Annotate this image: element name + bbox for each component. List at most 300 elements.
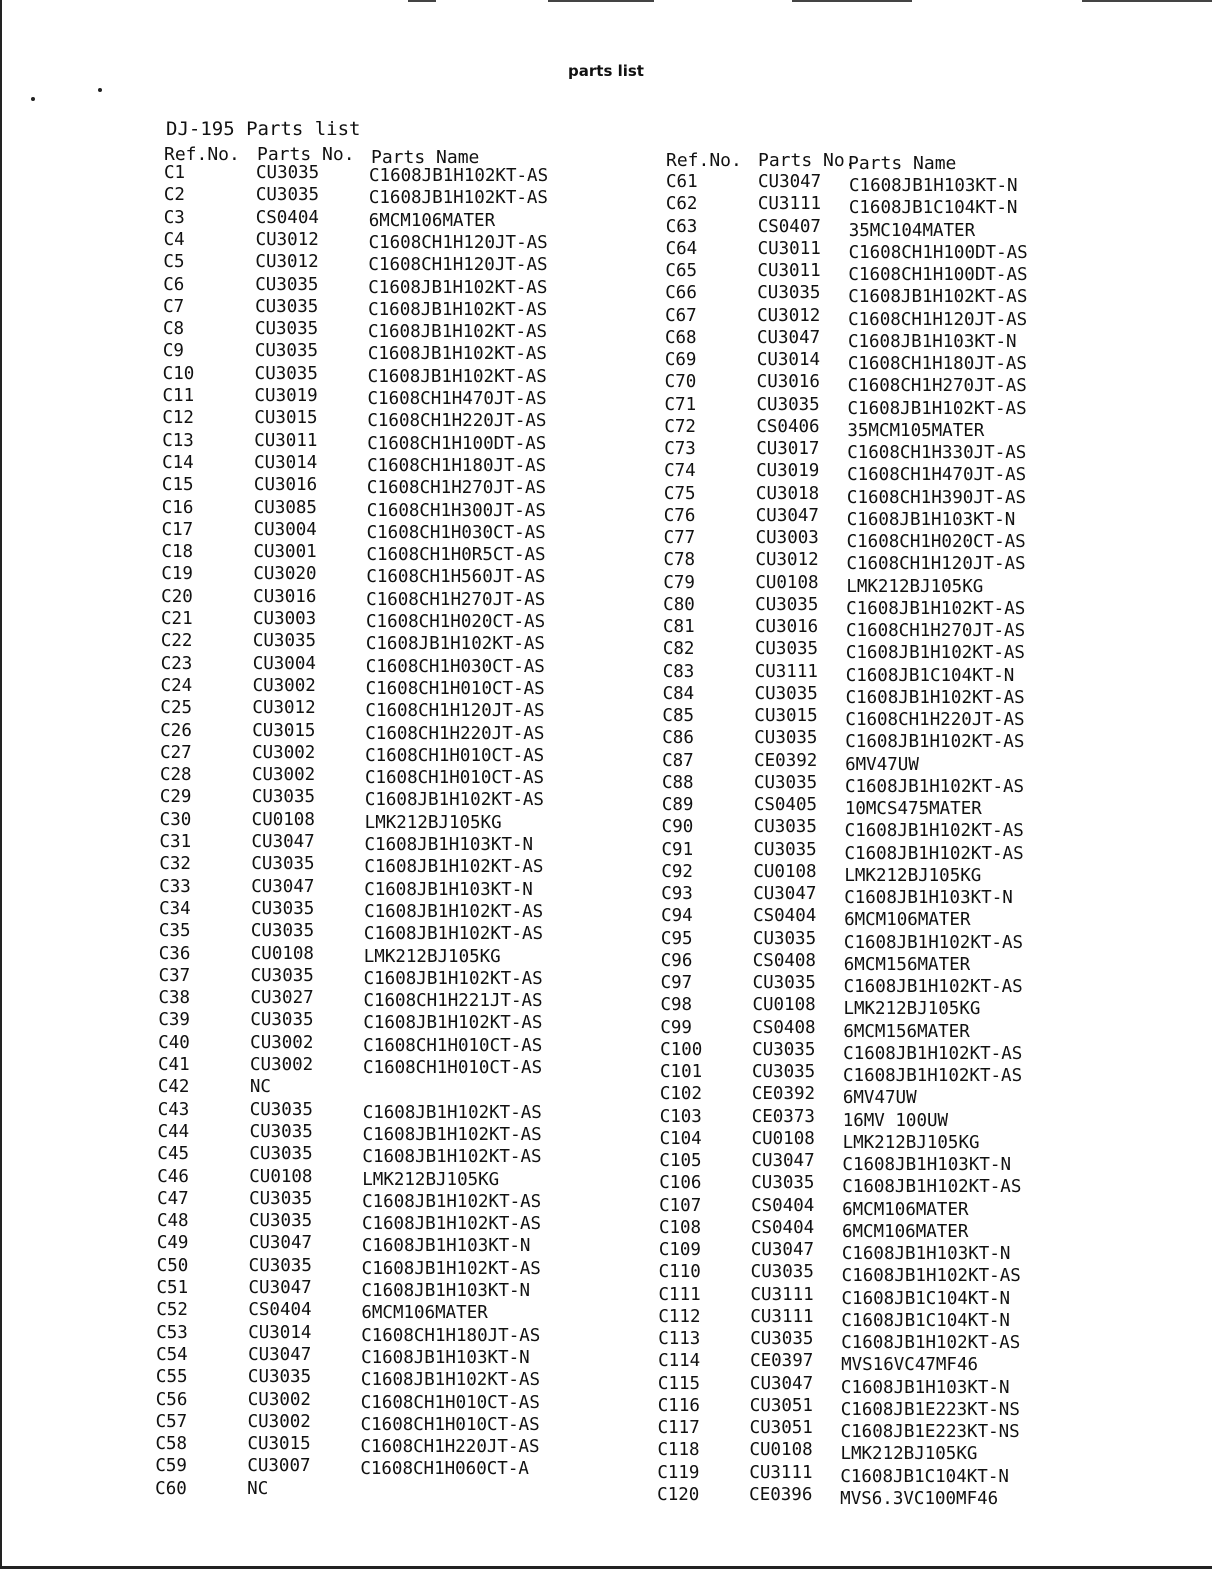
part-name: C1608JB1H103KT-N [364, 835, 534, 855]
part-no: CS0404 [750, 1217, 815, 1238]
part-name: C1608JB1H103KT-N [847, 331, 1017, 352]
part-no: CS0404 [255, 207, 319, 228]
part-no: CU3012 [255, 229, 319, 250]
part-name: C1608JB1H102KT-AS [362, 1191, 542, 1212]
part-no: CU3011 [254, 430, 318, 451]
ref-no: C75 [663, 483, 696, 504]
part-no: CU3035 [754, 639, 819, 660]
ref-no: C27 [160, 742, 192, 763]
ref-no: C30 [159, 809, 192, 830]
part-name: C1608JB1E223KT-NS [840, 1422, 1020, 1442]
part-name: C1608JB1H102KT-AS [848, 287, 1028, 308]
part-name: C1608JB1H103KT-N [842, 1155, 1011, 1175]
part-no: CU3002 [247, 1389, 311, 1410]
part-no: CU3047 [251, 832, 315, 852]
ref-no: C113 [658, 1329, 701, 1349]
part-name: 6MCM106MATER [361, 1303, 488, 1324]
part-name: C1608JB1H102KT-AS [362, 1102, 542, 1123]
ref-no: C37 [158, 965, 191, 986]
col-name-header: Parts Name [848, 153, 957, 174]
part-name: C1608JB1H103KT-N [849, 176, 1018, 196]
ref-no: C112 [658, 1306, 701, 1327]
part-no: CU0108 [751, 1128, 815, 1149]
ref-no: C70 [664, 372, 697, 393]
part-no: CU3035 [249, 1099, 313, 1120]
ref-no: C98 [660, 995, 693, 1016]
part-no: CU3047 [758, 172, 822, 192]
part-no: CS0404 [248, 1300, 312, 1321]
part-no: CU3047 [756, 327, 821, 348]
ref-no: C118 [657, 1440, 700, 1461]
ref-no: C77 [663, 528, 696, 548]
ref-no: C3 [163, 207, 185, 228]
part-no: CS0408 [752, 950, 816, 971]
ref-no: C10 [162, 363, 195, 384]
ref-no: C111 [658, 1284, 701, 1305]
ref-no: C40 [158, 1032, 190, 1053]
part-no: CU3002 [252, 742, 316, 763]
part-no: CU3035 [757, 283, 821, 304]
part-name: C1608CH1H020CT-AS [366, 612, 546, 632]
part-no: CU3051 [749, 1395, 813, 1416]
part-no: CU0108 [753, 861, 817, 882]
ref-no: C76 [663, 505, 696, 526]
part-name: C1608CH1H010CT-AS [365, 678, 545, 699]
ref-no: C89 [661, 795, 694, 815]
ref-no: C45 [157, 1144, 190, 1165]
part-name: C1608JB1H102KT-AS [843, 977, 1023, 997]
part-name: MVS16VC47MF46 [841, 1355, 979, 1376]
ref-no: C83 [662, 661, 695, 682]
part-no: CS0408 [752, 1017, 816, 1038]
part-no: CU0108 [755, 572, 819, 593]
ref-no: C38 [158, 988, 191, 1009]
part-name: LMK212BJ105KG [842, 1132, 980, 1153]
part-name: C1608JB1H102KT-AS [843, 1043, 1023, 1064]
ref-no: C57 [155, 1411, 188, 1432]
part-name: MVS6.3VC100MF46 [840, 1488, 999, 1509]
part-no: CS0404 [751, 1195, 815, 1216]
part-no: CU3035 [756, 394, 820, 415]
ref-no: C94 [661, 906, 693, 927]
ref-no: C88 [661, 772, 694, 793]
ref-no: C9 [162, 341, 184, 362]
part-no: CU3111 [750, 1284, 814, 1305]
part-no: CU3015 [254, 408, 318, 429]
part-no: CU3035 [255, 296, 319, 317]
ref-no: C119 [657, 1462, 700, 1483]
part-name: C1608JB1H103KT-N [361, 1281, 531, 1301]
part-no: CU3002 [252, 675, 316, 696]
part-name: C1608JB1C104KT-N [845, 665, 1015, 686]
ref-no: C97 [660, 973, 693, 993]
part-no: CU3047 [750, 1240, 815, 1260]
ref-no: C73 [664, 439, 696, 459]
ref-no: C13 [162, 430, 194, 451]
ref-no: C56 [155, 1389, 188, 1410]
part-no: CU0108 [752, 995, 816, 1016]
part-name: C1608JB1H103KT-N [846, 509, 1016, 530]
part-no: CU3015 [754, 706, 818, 726]
part-name: 35MCM105MATER [847, 420, 985, 441]
part-name: C1608CH1H030CT-AS [366, 522, 546, 543]
part-name: C1608CH1H220JT-AS [360, 1437, 540, 1458]
part-no: CS0407 [757, 216, 821, 237]
part-name: 35MC104MATER [848, 220, 976, 241]
part-name: C1608CH1H390JT-AS [846, 487, 1027, 508]
part-name: C1608JB1H102KT-AS [841, 1266, 1021, 1287]
part-no: CU3035 [248, 1255, 312, 1276]
ref-no: C43 [157, 1099, 190, 1120]
part-no: CU3035 [254, 319, 319, 340]
part-no: CU3035 [251, 854, 315, 875]
part-no: NC [247, 1478, 269, 1499]
part-name: C1608CH1H180JT-AS [847, 354, 1027, 374]
part-no: CU3035 [751, 1173, 815, 1194]
ref-no: C95 [660, 928, 693, 949]
part-no: CU3035 [249, 1121, 313, 1142]
part-name: C1608CH1H010CT-AS [360, 1392, 540, 1413]
part-no: CU3047 [248, 1233, 313, 1254]
part-name: C1608JB1H103KT-N [844, 888, 1013, 908]
ref-no: C29 [159, 787, 192, 808]
part-name: C1608CH1H300JT-AS [366, 500, 546, 521]
part-no: CU3019 [756, 461, 820, 482]
top-rule [792, 0, 912, 2]
part-no: CU3020 [253, 564, 317, 585]
part-name: C1608CH1H010CT-AS [363, 1058, 543, 1078]
part-no: CU3012 [755, 550, 819, 571]
ref-no: C54 [156, 1344, 188, 1365]
ref-no: C87 [662, 750, 694, 771]
part-name: C1608JB1H103KT-N [364, 879, 533, 900]
part-name: C1608JB1H102KT-AS [367, 366, 547, 387]
ref-no: C24 [160, 675, 193, 696]
part-no: CS0404 [753, 906, 817, 927]
part-no: CU3047 [248, 1278, 312, 1298]
ref-no: C66 [665, 283, 697, 304]
ref-no: C33 [159, 876, 191, 897]
part-no: CU3035 [753, 839, 817, 860]
top-rule [1082, 0, 1212, 2]
part-name: C1608JB1H102KT-AS [846, 598, 1026, 619]
part-name: C1608JB1H102KT-AS [364, 857, 544, 878]
part-no: CU3035 [754, 728, 818, 749]
ref-no: C16 [161, 497, 194, 518]
part-name: LMK212BJ105KG [844, 865, 982, 886]
col-ref-header: Ref.No. [164, 144, 240, 165]
part-name: C1608CH1H120JT-AS [368, 255, 548, 276]
col-ref-header: Ref.No. [666, 150, 742, 171]
part-name: C1608JB1H102KT-AS [368, 299, 548, 320]
ref-no: C84 [662, 683, 695, 704]
part-name: C1608CH1H120JT-AS [848, 309, 1028, 330]
ref-no: C114 [658, 1351, 701, 1372]
ref-no: C18 [161, 542, 194, 563]
part-name: C1608CH1H120JT-AS [368, 232, 548, 253]
ref-no: C105 [659, 1151, 702, 1171]
part-name: C1608JB1H103KT-N [840, 1377, 1010, 1398]
part-no: CU3035 [250, 921, 315, 942]
ref-no: C63 [665, 216, 698, 237]
part-name: C1608CH1H010CT-AS [365, 745, 545, 766]
part-name: C1608CH1H470JT-AS [847, 465, 1027, 486]
part-name: C1608CH1H100DT-AS [367, 433, 547, 454]
part-no: CU3111 [750, 1306, 814, 1327]
ref-no: C8 [162, 319, 185, 340]
ref-no: C53 [156, 1322, 188, 1343]
ref-no: C107 [659, 1195, 702, 1216]
part-no: CU3035 [250, 1010, 314, 1031]
part-no: CU3017 [756, 439, 820, 459]
part-no: CU3002 [247, 1411, 311, 1432]
part-name: LMK212BJ105KG [840, 1444, 978, 1465]
ref-no: C41 [158, 1055, 190, 1075]
ref-no: C50 [156, 1255, 189, 1276]
part-name: LMK212BJ105KG [362, 1169, 500, 1190]
part-no: CU3047 [751, 1151, 815, 1171]
ref-no: C90 [661, 817, 694, 838]
ref-no: C46 [157, 1166, 189, 1187]
part-no: CU3035 [255, 274, 319, 295]
part-name: C1608JB1H102KT-AS [362, 1124, 542, 1145]
part-no: CU3035 [250, 965, 314, 986]
part-no: CU3047 [251, 876, 315, 897]
part-name: C1608JB1E223KT-NS [840, 1399, 1020, 1420]
top-rule [548, 0, 654, 2]
ref-no: C115 [657, 1373, 701, 1394]
col-name-header: Parts Name [371, 147, 480, 168]
ref-no: C79 [663, 572, 695, 593]
part-name: C1608JB1H102KT-AS [841, 1333, 1021, 1353]
ref-no: C44 [157, 1121, 190, 1142]
ref-no: C48 [156, 1211, 189, 1232]
part-no: CU3015 [252, 720, 316, 741]
part-name: C1608CH1H0R5CT-AS [366, 545, 546, 566]
ref-no: C39 [158, 1010, 190, 1031]
part-name: 16MV 100UW [842, 1110, 949, 1131]
part-no: CU0108 [250, 943, 314, 964]
ref-no: C60 [155, 1478, 187, 1499]
part-no: CU3035 [752, 973, 816, 993]
part-no: CU3035 [255, 185, 320, 206]
ref-no: C78 [663, 550, 696, 571]
ref-no: C23 [160, 653, 193, 674]
part-no: CU3035 [249, 1188, 313, 1209]
part-name: C1608JB1H102KT-AS [368, 277, 548, 298]
ref-no: C52 [156, 1300, 188, 1321]
ref-no: C103 [659, 1106, 702, 1127]
ref-no: C12 [162, 408, 194, 429]
part-name: 6MCM106MATER [841, 1221, 969, 1242]
part-no: CU3035 [753, 817, 817, 838]
part-no: CU0108 [749, 1440, 813, 1461]
ref-no: C86 [662, 728, 694, 749]
part-name: C1608CH1H180JT-AS [367, 455, 547, 476]
part-name: C1608JB1C104KT-N [840, 1466, 1009, 1487]
part-no: CU3035 [752, 1039, 816, 1060]
part-no: CU3014 [248, 1322, 312, 1343]
part-name: C1608CH1H221JT-AS [363, 991, 543, 1012]
part-name: C1608JB1H102KT-AS [847, 398, 1027, 419]
part-name: C1608CH1H270JT-AS [847, 376, 1027, 397]
ref-no: C68 [664, 327, 697, 348]
ref-no: C64 [665, 238, 698, 259]
part-no: CU3035 [254, 363, 318, 384]
ref-no: C120 [657, 1484, 700, 1505]
ref-no: C55 [155, 1367, 188, 1388]
col-part-header: Parts No. [257, 144, 355, 165]
part-name: C1608JB1H102KT-AS [845, 643, 1025, 664]
ref-no: C11 [162, 386, 195, 406]
part-no: CE0396 [749, 1484, 813, 1505]
part-no: CU3047 [753, 884, 817, 904]
part-name: C1608JB1H103KT-N [841, 1244, 1011, 1264]
part-no: CU3035 [252, 631, 317, 652]
part-name: C1608JB1H102KT-AS [361, 1214, 542, 1235]
part-name: C1608JB1H103KT-N [361, 1347, 530, 1368]
part-name: LMK212BJ105KG [846, 576, 984, 597]
part-name: C1608CH1H030CT-AS [365, 656, 545, 677]
ref-no: C99 [660, 1017, 692, 1038]
part-no: NC [249, 1077, 271, 1098]
ref-no: C51 [156, 1278, 189, 1298]
ref-no: C32 [159, 854, 191, 875]
ref-no: C104 [659, 1128, 702, 1149]
ref-no: C109 [658, 1240, 701, 1260]
ref-no: C35 [158, 921, 191, 942]
part-no: CU3016 [253, 475, 318, 496]
part-name: C1608JB1H102KT-AS [845, 687, 1025, 708]
ref-no: C20 [161, 586, 193, 607]
part-no: CU3004 [252, 653, 316, 674]
ref-no: C36 [158, 943, 191, 964]
part-name: C1608JB1H102KT-AS [843, 932, 1024, 953]
part-no: CU3016 [756, 372, 820, 393]
part-name: C1608JB1H102KT-AS [842, 1177, 1022, 1198]
part-name: C1608CH1H120JT-AS [846, 554, 1026, 575]
scan-dot [31, 97, 35, 101]
col-part-header: Parts No. [758, 150, 856, 171]
page-frame-left [0, 0, 2, 1568]
part-no: CU3035 [753, 772, 818, 793]
ref-no: C100 [660, 1039, 703, 1060]
part-no: CU3035 [251, 898, 315, 919]
ref-no: C42 [157, 1077, 190, 1098]
top-rule [408, 0, 436, 2]
ref-no: C92 [661, 861, 693, 882]
part-no: CU3004 [253, 519, 317, 540]
part-no: CU3035 [247, 1367, 312, 1388]
part-name: C1608CH1H270JT-AS [366, 478, 547, 499]
part-name: C1608JB1H102KT-AS [365, 634, 545, 655]
ref-no: C14 [162, 452, 194, 473]
part-name: C1608CH1H010CT-AS [364, 768, 545, 789]
ref-no: C6 [163, 274, 185, 295]
part-no: CU3016 [755, 617, 819, 637]
ref-no: C96 [660, 950, 693, 971]
part-no: CU3035 [752, 1062, 816, 1082]
part-no: CU3012 [255, 252, 319, 273]
ref-no: C34 [159, 898, 191, 919]
ref-no: C61 [666, 172, 698, 192]
part-name: C1608CH1H020CT-AS [846, 532, 1026, 552]
ref-no: C82 [662, 639, 695, 660]
part-name: C1608CH1H120JT-AS [365, 701, 545, 722]
part-name: C1608JB1H102KT-AS [369, 166, 549, 186]
part-name: C1608CH1H560JT-AS [366, 567, 546, 588]
ref-no: C4 [163, 229, 185, 250]
part-no: CU3085 [253, 497, 317, 518]
part-name: C1608JB1H102KT-AS [844, 843, 1024, 864]
ref-no: C28 [159, 765, 192, 786]
ref-no: C59 [155, 1456, 187, 1477]
part-name: C1608JB1H102KT-AS [367, 344, 547, 365]
part-no: CE0397 [750, 1351, 814, 1372]
part-name: C1608JB1C104KT-N [848, 198, 1018, 219]
ref-no: C5 [163, 252, 185, 273]
ref-no: C110 [658, 1262, 701, 1283]
scan-dot [98, 88, 102, 92]
part-no: CU3035 [752, 928, 817, 949]
parts-table-right [657, 150, 1046, 1521]
page-frame-bottom [0, 1566, 1212, 1569]
part-no: CU3047 [755, 505, 819, 526]
part-no: CU3011 [757, 238, 821, 259]
part-name: C1608JB1H102KT-AS [364, 790, 544, 811]
part-no: CU0108 [249, 1166, 313, 1187]
part-no: CE0392 [751, 1084, 816, 1105]
part-name: 6MCM156MATER [843, 954, 971, 975]
part-name: C1608JB1H102KT-AS [361, 1258, 541, 1279]
part-no: CS0405 [753, 795, 818, 815]
part-name: LMK212BJ105KG [843, 999, 981, 1020]
part-name: C1608JB1H102KT-AS [844, 776, 1025, 797]
ref-no: C26 [160, 720, 192, 741]
part-no: CU3035 [750, 1262, 814, 1283]
part-no: CU3014 [756, 350, 821, 370]
part-name: 10MCS475MATER [844, 799, 982, 819]
part-name: C1608JB1H102KT-AS [363, 968, 543, 989]
ref-no: C102 [659, 1084, 703, 1105]
part-name: C1608JB1H102KT-AS [845, 732, 1025, 753]
part-name: C1608CH1H060CT-A [360, 1459, 529, 1480]
part-no: CU3027 [250, 988, 314, 1009]
part-name: C1608CH1H470JT-AS [367, 389, 547, 409]
part-name: 6MCM106MATER [842, 1199, 969, 1220]
ref-no: C117 [657, 1418, 700, 1438]
ref-no: C69 [664, 350, 697, 370]
part-name: C1608CH1H010CT-AS [363, 1035, 543, 1056]
part-name: C1608JB1H102KT-AS [362, 1147, 542, 1168]
part-no: CU3047 [749, 1373, 814, 1394]
part-no: CE0392 [754, 750, 818, 771]
ref-no: C81 [663, 617, 695, 637]
part-name: C1608CH1H180JT-AS [361, 1325, 541, 1346]
part-name: C1608JB1H102KT-AS [844, 821, 1024, 842]
parts-table-left [155, 144, 564, 1505]
part-no: CU3002 [250, 1032, 314, 1053]
ref-no: C15 [161, 475, 194, 496]
part-no: CU3035 [251, 787, 316, 808]
part-name: C1608CH1H220JT-AS [367, 411, 547, 432]
part-name: LMK212BJ105KG [364, 812, 502, 833]
ref-no: C22 [160, 631, 193, 652]
part-no: CU3018 [755, 483, 820, 504]
part-name: C1608JB1H102KT-AS [368, 188, 548, 209]
part-no: CU3012 [252, 698, 316, 719]
part-no: CU3035 [750, 1329, 814, 1349]
